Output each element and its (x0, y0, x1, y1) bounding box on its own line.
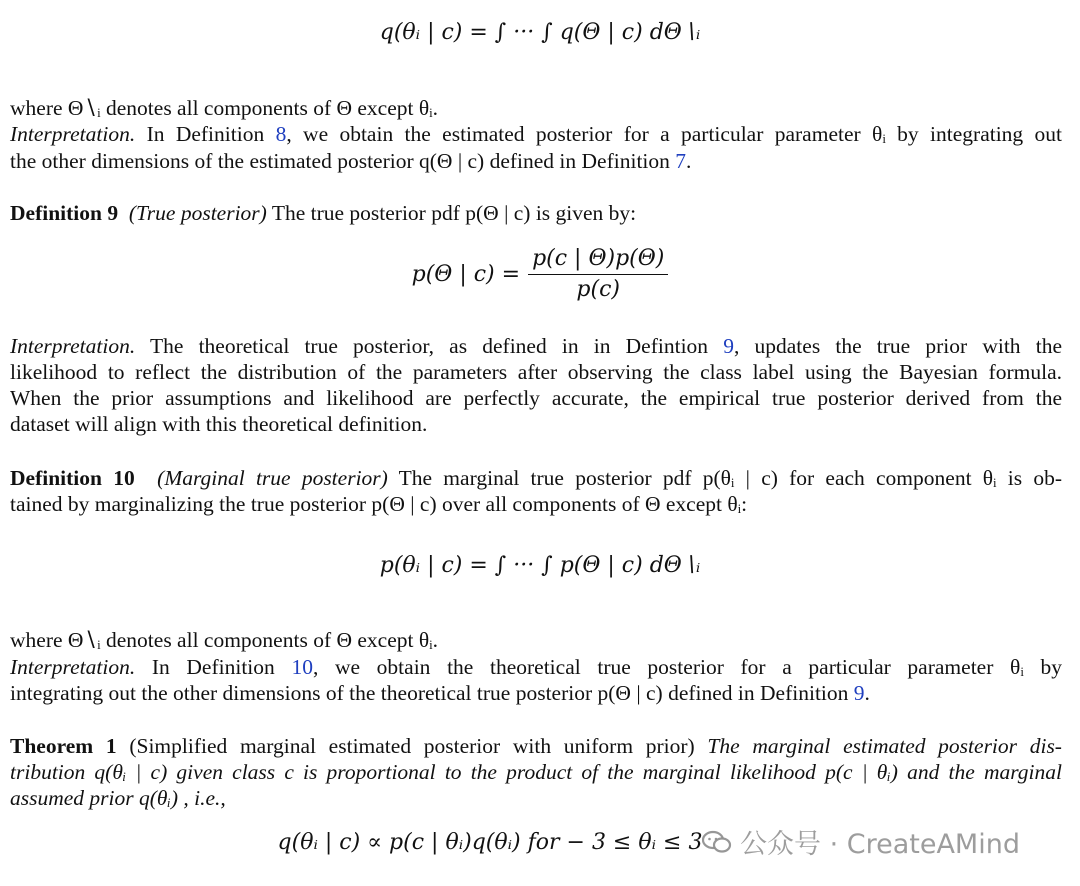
equation-fraction (528, 246, 668, 302)
ref-definition-8[interactable]: 8 (275, 122, 287, 146)
theorem-1-heading: Theorem 1 (10, 734, 117, 758)
interpretation-def8-line-2: the other dimensions of the estimated posterior q(Θ | c) defined in Definition 7. (10, 149, 692, 173)
interpretation-def9-line-2: likelihood to reflect the distribution of the parameters after observing the class label using the Bayesian formula. (10, 360, 1062, 384)
theorem-1-line-3: assumed prior q(θᵢ) , i.e., (10, 786, 226, 810)
where-line-2: where Θ∖ᵢ denotes all components of Θ except θᵢ. (10, 628, 439, 652)
fraction-numerator: p(c | Θ)p(Θ) (528, 246, 668, 275)
equation-marginal-true-posterior: p(θᵢ | c) = ∫ ··· ∫ p(Θ | c) dΘ∖ᵢ (379, 553, 701, 578)
where-line-1: where Θ∖ᵢ denotes all components of Θ except θᵢ. (10, 96, 439, 120)
definition-10-title: (Marginal true posterior) (157, 466, 388, 490)
theorem-1-title: (Simplified marginal estimated posterior with uniform prior) (116, 734, 695, 758)
definition-10-line-1: Definition 10 (Marginal true posterior) The marginal true posterior pdf p(θᵢ | c) for each component θᵢ is ob- (10, 466, 1063, 490)
equation-lhs: p(Θ | c) = (411, 261, 521, 287)
definition-9: Definition 9 (True posterior) The true posterior pdf p(Θ | c) is given by: (10, 201, 637, 225)
ref-definition-7[interactable]: 7 (675, 149, 687, 173)
ref-definition-9b[interactable]: 9 (853, 681, 865, 705)
interpretation-def10-line-1: Interpretation. In Definition 10, we obtain the theoretical true posterior for a particular parameter θᵢ by (10, 655, 1062, 679)
equation-proportional-posterior: q(θᵢ | c) ∝ p(c | θᵢ)q(θᵢ) for − 3 ≤ θᵢ ≤ 3 (277, 830, 703, 855)
interpretation-def8-line-1: Interpretation. In Definition 8, we obtain the estimated posterior for a particular parameter θᵢ by integrating out (10, 122, 1063, 146)
interpretation-def9-line-4: dataset will align with this theoretical definition. (10, 412, 428, 436)
theorem-1-line-1: Theorem 1 (Simplified marginal estimated posterior with uniform prior) The marginal estimated posterior dis- (10, 734, 1062, 758)
equation-bayes-posterior (0, 246, 1080, 302)
definition-10-heading: Definition 10 (10, 466, 135, 490)
interpretation-label: Interpretation. (10, 122, 136, 146)
fraction-denominator: p(c) (576, 277, 620, 302)
definition-9-title: (True posterior) (128, 201, 267, 225)
ref-definition-10[interactable]: 10 (291, 655, 313, 679)
wechat-icon (702, 830, 732, 854)
equation-marginal-estimated-posterior: q(θᵢ | c) = ∫ ··· ∫ q(Θ | c) dΘ∖ᵢ (379, 20, 701, 45)
ref-definition-9[interactable]: 9 (723, 334, 734, 358)
interpretation-def10-line-2: integrating out the other dimensions of the theoretical true posterior p(Θ | c) defined in Definition 9. (10, 681, 870, 705)
interpretation-def9-line-1: Interpretation. The theoretical true posterior, as defined in in Defintion 9, updates the true prior with the (10, 334, 1062, 358)
watermark (702, 822, 1020, 861)
interpretation-def9-line-3: When the prior assumptions and likelihood are perfectly accurate, the empirical true posterior derived from the (10, 386, 1062, 410)
definition-9-heading: Definition 9 (10, 201, 119, 225)
watermark-text: 公众号 · CreateAMind (740, 829, 1020, 860)
definition-10-line-2: tained by marginalizing the true posterior p(Θ | c) over all components of Θ except θᵢ: (10, 492, 748, 516)
theorem-1-line-2: tribution q(θᵢ | c) given class c is proportional to the product of the marginal likelihood p(c | θᵢ) and the marginal (10, 760, 1062, 784)
